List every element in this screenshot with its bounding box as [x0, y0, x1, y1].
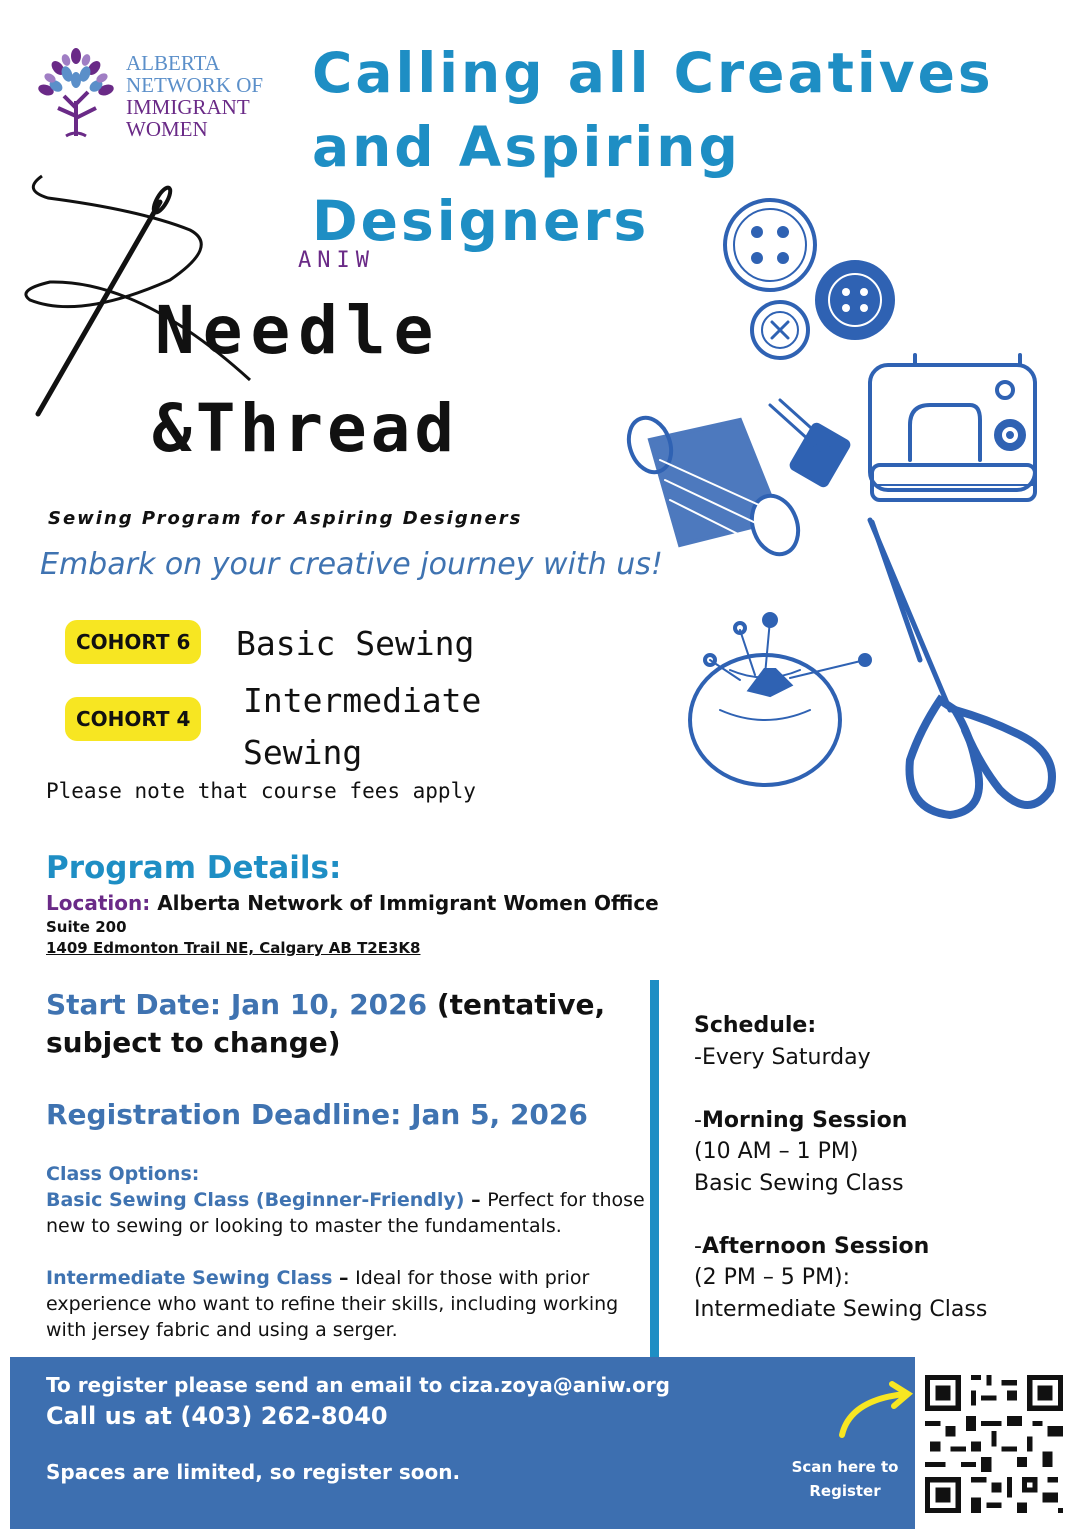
intermediate-class-option	[46, 1265, 646, 1343]
morning-session-time: (10 AM – 1 PM)	[694, 1139, 859, 1164]
afternoon-dash: -	[694, 1233, 702, 1259]
sewing-machine-icon	[870, 355, 1035, 500]
location-label: Location:	[46, 891, 151, 915]
basic-class-dash: –	[464, 1189, 488, 1211]
logo-line-3: IMMIGRANT	[126, 95, 250, 119]
vertical-divider	[650, 980, 659, 1360]
pincushion-icon	[690, 614, 870, 785]
register-email-line[interactable]: To register please send an email to ciza.zoya@aniw.org	[46, 1373, 670, 1397]
morning-session-class: Basic Sewing Class	[694, 1170, 904, 1196]
phone-line[interactable]: Call us at (403) 262-8040	[46, 1402, 388, 1430]
schedule-heading: Schedule:	[694, 1013, 817, 1038]
afternoon-session-class: Intermediate Sewing Class	[694, 1296, 988, 1322]
button-icon	[817, 262, 893, 338]
logo-line-1: ALBERTA	[126, 51, 220, 75]
class-options-heading: Class Options:	[46, 1163, 200, 1185]
embark-subtitle: Embark on your creative journey with us!	[40, 547, 663, 582]
cohort-badge-basic: COHORT 6	[65, 620, 201, 664]
program-details-heading: Program Details:	[46, 850, 342, 886]
headline-line-1: Calling all Creatives	[312, 41, 994, 105]
location-line	[46, 891, 659, 915]
logo-line-2: NETWORK OF	[126, 73, 264, 97]
program-title-line-2: &Thread	[152, 390, 459, 467]
morning-session-title	[694, 1105, 1074, 1137]
basic-class-desc: Perfect for those new to sewing or looking to master the fundamentals.	[46, 1189, 645, 1237]
sewing-supplies-illustration	[620, 190, 1070, 830]
morning-dash: -	[694, 1107, 702, 1133]
start-date-label: Start Date: Jan 10, 2026	[46, 988, 428, 1021]
basic-class-title: Basic Sewing Class (Beginner-Friendly)	[46, 1189, 465, 1211]
cohort-name-intermediate: Intermediate Sewing	[243, 681, 482, 772]
cohort-name-basic: Basic Sewing	[236, 624, 475, 663]
organization-logo	[36, 44, 296, 144]
brand-label: ANIW	[298, 248, 375, 273]
morning-title: Morning Session	[701, 1107, 908, 1133]
tree-logo-icon	[36, 46, 118, 138]
fees-note: Please note that course fees apply	[46, 779, 476, 803]
button-icon	[752, 302, 808, 358]
basic-class-option	[46, 1187, 646, 1239]
logo-wordmark	[126, 52, 263, 140]
afternoon-session-title	[694, 1231, 1074, 1263]
start-date	[46, 986, 636, 1062]
afternoon-title: Afternoon Session	[701, 1233, 930, 1259]
location-value: Alberta Network of Immigrant Women Office	[157, 891, 659, 915]
start-date-note: (tentative, subject to change)	[46, 988, 606, 1059]
registration-deadline: Registration Deadline: Jan 5, 2026	[46, 1098, 588, 1131]
headline-line-2: and Aspiring Designers	[312, 115, 741, 253]
intermediate-class-dash: –	[332, 1267, 356, 1289]
thread-spool-icon	[622, 412, 806, 561]
scan-line-2: Register	[809, 1482, 881, 1500]
afternoon-session-time: (2 PM – 5 PM):	[694, 1265, 851, 1290]
suite: Suite 200	[46, 918, 127, 936]
logo-line-4: WOMEN	[126, 117, 208, 141]
button-icon	[725, 200, 815, 290]
schedule	[694, 1010, 1074, 1325]
limited-spaces-line: Spaces are limited, so register soon.	[46, 1460, 461, 1484]
scissors-icon	[870, 520, 1052, 815]
schedule-frequency: -Every Saturday	[694, 1044, 871, 1070]
cohort-badge-intermediate: COHORT 4	[65, 697, 201, 741]
scan-to-register	[785, 1455, 905, 1503]
program-tagline: Sewing Program for Aspiring Designers	[48, 508, 523, 529]
program-title-line-1: Needle	[155, 292, 442, 369]
class-options	[46, 1161, 646, 1343]
small-spool-icon	[770, 400, 850, 487]
qr-code-icon[interactable]	[920, 1370, 1068, 1518]
scan-line-1: Scan here to	[791, 1458, 899, 1476]
intermediate-class-desc: Ideal for those with prior experience who want to refine their skills, including working with jersey fabric and using a serger.	[46, 1267, 619, 1341]
curved-arrow-icon	[830, 1380, 920, 1440]
intermediate-class-title: Intermediate Sewing Class	[46, 1267, 333, 1289]
address-link[interactable]: 1409 Edmonton Trail NE, Calgary AB T2E3K8	[46, 939, 421, 957]
